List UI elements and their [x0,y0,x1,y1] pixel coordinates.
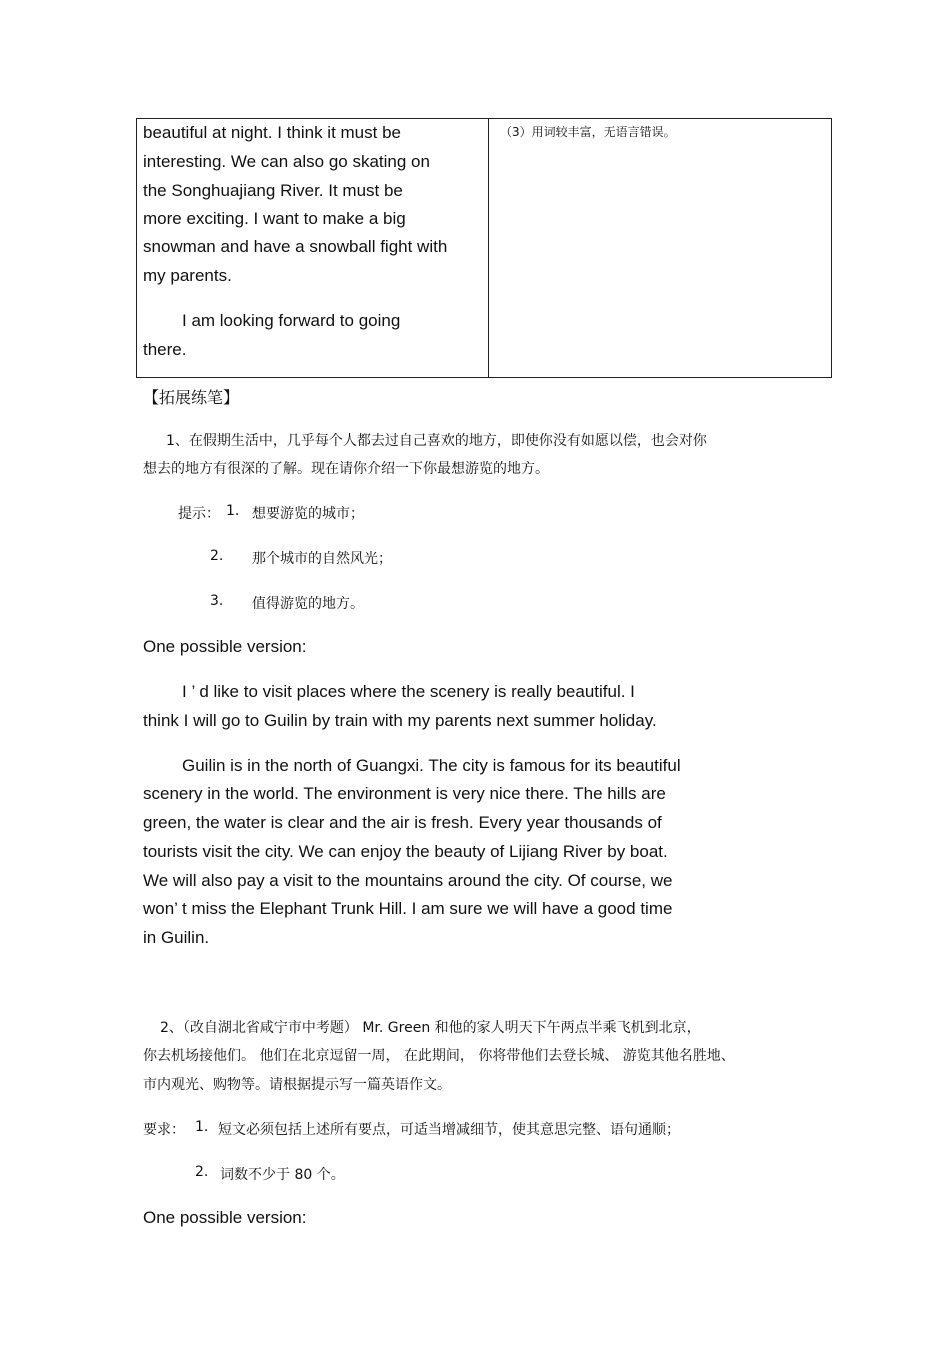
q1-hint-2-num: 2. [210,548,224,564]
q2-req-1-num: 1. [195,1119,209,1135]
essay1-p2-line-1: Guilin is in the north of Guangxi. The city is famous for its beautiful [182,756,681,775]
essay1-p2-line-7: in Guilin. [143,928,210,947]
q2-req-2-text: 词数不少于 80 个。 [220,1167,345,1183]
table-left-line-6: my parents. [143,266,232,285]
q2-req-2-num: 2. [195,1164,209,1180]
q1-line-1: 1、在假期生活中，几乎每个人都去过自己喜欢的地方，即使你没有如愿以偿，也会对你 [166,433,707,449]
q1-hint-3-num: 3. [210,593,224,609]
table-right-criterion: （3）用词较丰富，无语言错误。 [500,125,676,139]
essay1-p2-line-4: tourists visit the city. We can enjoy the beauty of Lijiang River by boat. [143,842,668,861]
q2-req-label: 要求： [143,1122,185,1138]
q1-hint-2-text: 那个城市的自然风光； [252,551,392,567]
q1-hint-3-text: 值得游览的地方。 [252,596,364,612]
essay1-p2-line-2: scenery in the world. The environment is very nice there. The hills are [143,784,666,803]
q1-hint-1-num: 1. [226,503,240,519]
q2-line-2: 你去机场接他们。 他们在北京逗留一周， 在此期间， 你将带他们去登长城、 游览其他名胜地、 [143,1048,735,1064]
version-label-1: One possible version: [143,637,307,656]
table-left-line-5: snowman and have a snowball fight with [143,237,448,256]
section-title: 【拓展练笔】 [143,388,240,407]
version-label-2: One possible version: [143,1208,307,1227]
essay1-p2-line-5: We will also pay a visit to the mountains around the city. Of course, we [143,871,673,890]
essay1-p1-line-2: think I will go to Guilin by train with my parents next summer holiday. [143,711,657,730]
essay1-p1-line-1: I ’ d like to visit places where the scenery is really beautiful. I [182,682,635,701]
essay1-p2-line-3: green, the water is clear and the air is fresh. Every year thousands of [143,813,662,832]
q1-hint-label: 提示： [178,506,220,522]
table-divider [488,118,489,378]
table-left-line-3: the Songhuajiang River. It must be [143,181,403,200]
table-left-para2-line-2: there. [143,340,187,359]
table-left-line-4: more exciting. I want to make a big [143,209,406,228]
table-left-line-2: interesting. We can also go skating on [143,152,430,171]
essay1-p2-line-6: won’ t miss the Elephant Trunk Hill. I am sure we will have a good time [143,899,673,918]
table-left-line-1: beautiful at night. I think it must be [143,123,401,142]
table-left-para2-line-1: I am looking forward to going [182,311,401,330]
q2-line-1: 2、（改自湖北省咸宁市中考题） Mr. Green 和他的家人明天下午两点半乘飞机到北京， [160,1020,701,1036]
q2-req-1-text: 短文必须包括上述所有要点，可适当增减细节，使其意思完整、语句通顺； [218,1122,680,1138]
q2-line-3: 市内观光、购物等。请根据提示写一篇英语作文。 [143,1077,451,1093]
q1-hint-1-text: 想要游览的城市； [252,506,364,522]
q1-line-2: 想去的地方有很深的了解。现在请你介绍一下你最想游览的地方。 [143,461,549,477]
